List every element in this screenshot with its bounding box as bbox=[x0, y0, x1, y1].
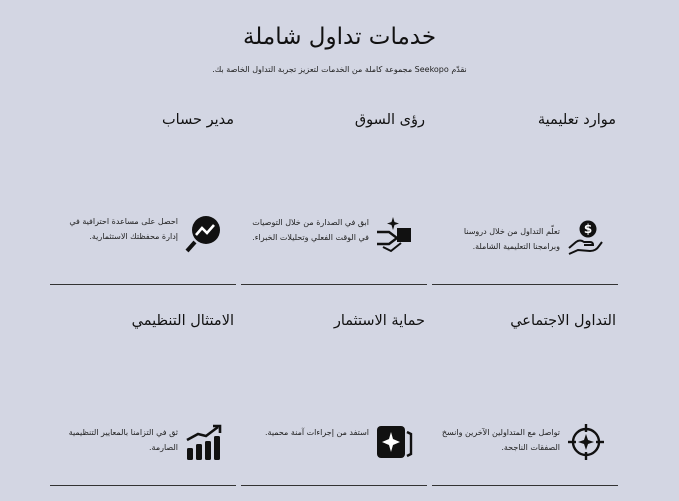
service-card-market-insights bbox=[241, 112, 427, 285]
svg-text:$: $ bbox=[583, 222, 593, 236]
sparkle-card-icon bbox=[375, 422, 415, 462]
card-description: احصل على مساعدة احترافية في إدارة محفظتك الاستثمارية. bbox=[69, 217, 178, 241]
card-title: موارد تعليمية bbox=[537, 112, 616, 128]
card-description: ثق في التزامنا بالمعايير التنظيمية الصارمة. bbox=[68, 428, 178, 452]
card-description: تواصل مع المتداولين الآخرين وانسخ الصفقات الناجحة. bbox=[441, 428, 560, 452]
section-subtitle: نقدّم Seekopo مجموعة كاملة من الخدمات لتعزيز تجربة التداول الخاصة بك. bbox=[212, 65, 467, 74]
bar-chart-icon bbox=[184, 422, 224, 462]
handshake-sparkle-icon bbox=[375, 214, 415, 254]
service-card-education bbox=[432, 112, 618, 285]
service-card-investment-protection bbox=[241, 313, 427, 486]
card-title: رؤى السوق bbox=[354, 112, 425, 128]
card-title: التداول الاجتماعي bbox=[510, 313, 616, 329]
crosshair-icon bbox=[566, 422, 606, 462]
card-title: حماية الاستثمار bbox=[333, 313, 425, 329]
service-card-account-manager bbox=[50, 112, 236, 285]
card-description: استفد من إجراءات آمنة محمية. bbox=[265, 428, 369, 437]
card-description: ابق في الصدارة من خلال التوصيات في الوقت الفعلي وتحليلات الخبراء. bbox=[252, 218, 369, 242]
trend-magnifier-icon bbox=[184, 213, 224, 253]
service-card-social-trading bbox=[432, 313, 618, 486]
section-title: خدمات تداول شاملة bbox=[242, 24, 437, 50]
dollar-hand-icon bbox=[566, 218, 606, 258]
card-description: تعلّم التداول من خلال دروسنا وبرامجنا التعليمية الشاملة. bbox=[463, 227, 560, 251]
card-title: الامتثال التنظيمي bbox=[131, 313, 234, 329]
card-title: مدير حساب bbox=[162, 112, 234, 128]
service-card-regulatory-compliance bbox=[50, 313, 236, 486]
